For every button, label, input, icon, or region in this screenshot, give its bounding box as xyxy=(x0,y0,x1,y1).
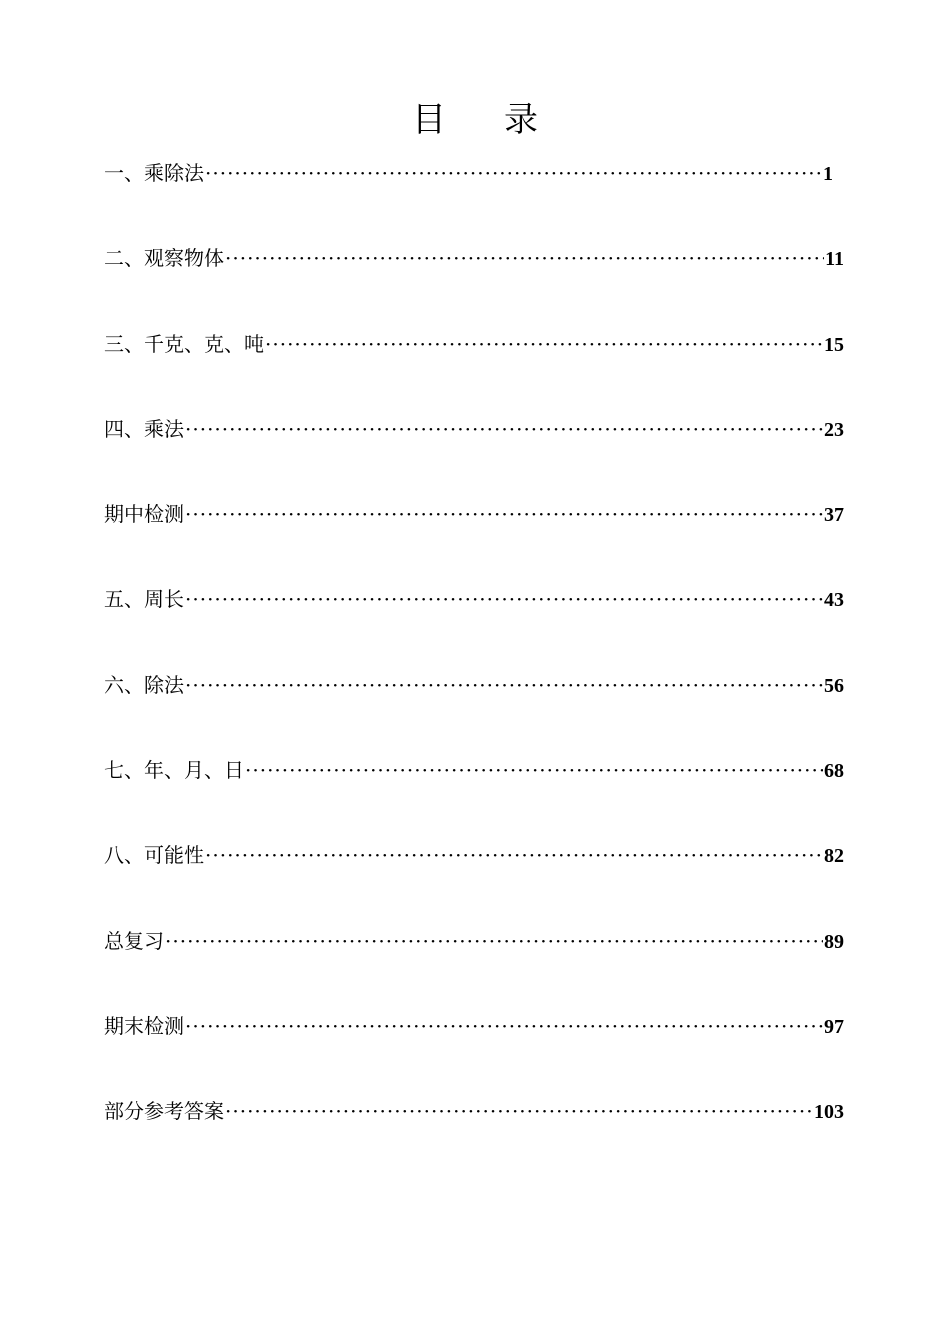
toc-dot-leader xyxy=(225,243,824,273)
toc-entry-page: 97 xyxy=(824,1015,844,1038)
toc-entry-page: 15 xyxy=(824,333,844,356)
toc-dot-leader xyxy=(205,840,823,870)
toc-entry-weight-units[interactable] xyxy=(104,329,844,414)
toc-entry-answer-key[interactable] xyxy=(104,1096,844,1181)
toc-entry-final-test[interactable] xyxy=(104,1011,844,1096)
toc-entry-page: 82 xyxy=(824,845,844,868)
toc-entry-label: 一、乘除法 xyxy=(104,161,204,185)
toc-entry-label: 六、除法 xyxy=(104,672,184,697)
toc-entry-general-review[interactable] xyxy=(104,926,844,1011)
toc-entry-page: 1 xyxy=(823,163,833,185)
toc-entry-label: 部分参考答案 xyxy=(104,1099,224,1124)
toc-entry-label: 三、千克、克、吨 xyxy=(104,331,264,356)
toc-entry-midterm-test[interactable] xyxy=(104,499,844,584)
toc-entry-page: 37 xyxy=(824,504,844,527)
table-of-contents xyxy=(104,158,844,1182)
toc-entry-multiplication[interactable] xyxy=(104,414,844,499)
toc-entry-label: 期末检测 xyxy=(104,1013,184,1038)
toc-entry-page: 23 xyxy=(824,418,844,441)
toc-dot-leader xyxy=(225,1096,813,1126)
toc-entry-page: 43 xyxy=(824,589,844,612)
toc-dot-leader xyxy=(185,414,823,444)
toc-dot-leader xyxy=(165,926,823,956)
toc-entry-label: 四、乘法 xyxy=(104,416,184,441)
toc-entry-page: 68 xyxy=(824,760,844,783)
toc-dot-leader xyxy=(205,158,822,188)
page-title xyxy=(0,98,950,142)
toc-dot-leader xyxy=(245,755,823,785)
toc-entry-probability[interactable] xyxy=(104,840,844,925)
toc-entry-multiply-divide[interactable] xyxy=(104,158,844,243)
toc-entry-perimeter[interactable] xyxy=(104,584,844,669)
toc-dot-leader xyxy=(185,670,823,700)
toc-entry-page: 103 xyxy=(814,1101,844,1124)
toc-entry-label: 二、观察物体 xyxy=(104,246,224,271)
toc-dot-leader xyxy=(185,1011,823,1041)
toc-entry-label: 八、可能性 xyxy=(104,843,204,868)
toc-entry-label: 期中检测 xyxy=(104,502,184,527)
page-title-right: 录 xyxy=(504,100,538,140)
toc-entry-label: 总复习 xyxy=(104,928,164,953)
toc-dot-leader xyxy=(185,584,823,614)
page-title-left: 目 xyxy=(412,100,446,140)
toc-dot-leader xyxy=(265,329,823,359)
toc-entry-label: 五、周长 xyxy=(104,587,184,612)
toc-entry-page: 56 xyxy=(824,674,844,697)
toc-entry-division[interactable] xyxy=(104,670,844,755)
toc-entry-observe-objects[interactable] xyxy=(104,243,844,328)
toc-entry-page: 89 xyxy=(824,930,844,953)
toc-dot-leader xyxy=(185,499,823,529)
toc-entry-page: 11 xyxy=(825,248,844,271)
toc-entry-year-month-day[interactable] xyxy=(104,755,844,840)
toc-entry-label: 七、年、月、日 xyxy=(104,758,244,783)
